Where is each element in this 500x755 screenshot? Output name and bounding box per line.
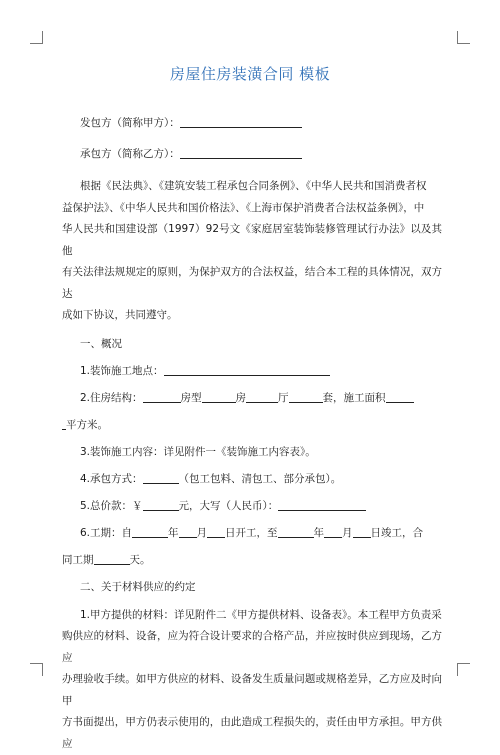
section-heading-materials: 二、关于材料供应的约定 bbox=[62, 578, 442, 597]
materials-line: 购供应的材料、设备，应为符合设计要求的合格产品，并应按时供应到现场，乙方应 bbox=[62, 626, 442, 669]
structure-label: 2.住房结构： bbox=[80, 392, 143, 404]
section-heading-overview: 一、概况 bbox=[62, 335, 442, 354]
price-uppercase-label: 元，大写（人民币）： bbox=[179, 500, 279, 512]
item-area-continuation bbox=[62, 416, 442, 435]
preamble-line: 益保护法》、《中华人民共和国价格法》、《上海市保护消费者合法权益条例》，中 bbox=[62, 198, 442, 220]
days-blank[interactable] bbox=[94, 552, 130, 565]
days-label: 同工期 bbox=[62, 554, 94, 566]
preamble-line: 华人民共和国建设部（1997）92号文《家庭居室装饰装修管理试行办法》以及其他 bbox=[62, 219, 442, 262]
party-a-label: 发包方（简称甲方）： bbox=[80, 117, 180, 129]
party-a-blank[interactable] bbox=[180, 115, 302, 128]
document-body bbox=[62, 114, 442, 755]
party-b-blank[interactable] bbox=[180, 146, 302, 159]
end-year-blank[interactable] bbox=[278, 525, 314, 538]
materials-paragraph bbox=[62, 605, 442, 755]
structure-text: 房 bbox=[236, 392, 247, 404]
document-title: 房屋住房装潢合同 模板 bbox=[0, 63, 500, 84]
site-location-label: 1.装饰施工地点： bbox=[80, 365, 164, 377]
price-amount-blank[interactable] bbox=[143, 498, 179, 511]
structure-text: 套，施工面积 bbox=[323, 392, 386, 404]
structure-text: 厅 bbox=[278, 392, 289, 404]
year-text: 年 bbox=[168, 527, 179, 539]
preamble-line: 有关法律法规规定的原则，为保护双方的合法权益，结合本工程的具体情况，双方达 bbox=[62, 262, 442, 305]
materials-line: 1.甲方提供的材料：详见附件二《甲方提供材料、设备表》。本工程甲方负责采 bbox=[62, 605, 442, 627]
end-text: 日竣工，合 bbox=[371, 527, 424, 539]
month-text: 月 bbox=[342, 527, 353, 539]
preamble-line: 根据《民法典》、《建筑安装工程承包合同条例》、《中华人民共和国消费者权 bbox=[62, 176, 442, 198]
year-text: 年 bbox=[314, 527, 325, 539]
preamble-line: 成如下协议，共同遵守。 bbox=[62, 305, 442, 327]
structure-text: 房型 bbox=[181, 392, 202, 404]
method-options-text: （包工包料、清包工、部分承包）。 bbox=[179, 473, 342, 485]
item-site-location bbox=[62, 362, 442, 381]
item-contract-method bbox=[62, 470, 442, 489]
party-a-line bbox=[62, 114, 442, 133]
crop-mark-bottom-right bbox=[457, 663, 470, 676]
start-year-blank[interactable] bbox=[132, 525, 168, 538]
crop-mark-top-right bbox=[457, 31, 470, 44]
start-month-blank[interactable] bbox=[179, 525, 197, 538]
days-unit-text: 天。 bbox=[130, 554, 151, 566]
item-work-content: 3.装饰施工内容：详见附件一《装饰施工内容表》。 bbox=[62, 443, 442, 462]
structure-blank[interactable] bbox=[202, 390, 236, 403]
party-b-label: 承包方（简称乙方）： bbox=[80, 148, 180, 160]
structure-blank[interactable] bbox=[143, 390, 181, 403]
price-label: 5.总价款：￥ bbox=[80, 500, 143, 512]
site-location-blank[interactable] bbox=[164, 363, 330, 376]
area-unit-text: 平方米。 bbox=[66, 419, 108, 431]
start-day-blank[interactable] bbox=[207, 525, 225, 538]
party-b-line bbox=[62, 145, 442, 164]
price-uppercase-blank[interactable] bbox=[278, 498, 366, 511]
structure-blank[interactable] bbox=[289, 390, 323, 403]
method-blank[interactable] bbox=[143, 471, 179, 484]
item-period-days bbox=[62, 551, 442, 570]
preamble-paragraph bbox=[62, 176, 442, 327]
materials-line: 办理验收手续。如甲方供应的材料、设备发生质量问题或规格差异，乙方应及时向甲 bbox=[62, 669, 442, 712]
crop-mark-bottom-left bbox=[30, 663, 43, 676]
item-house-structure bbox=[62, 389, 442, 408]
item-total-price bbox=[62, 497, 442, 516]
item-construction-period bbox=[62, 524, 442, 543]
area-blank[interactable] bbox=[386, 390, 414, 403]
method-label: 4.承包方式： bbox=[80, 473, 143, 485]
end-month-blank[interactable] bbox=[324, 525, 342, 538]
crop-mark-top-left bbox=[30, 31, 43, 44]
end-day-blank[interactable] bbox=[353, 525, 371, 538]
structure-blank[interactable] bbox=[246, 390, 278, 403]
period-label: 6.工期：自 bbox=[80, 527, 132, 539]
start-text: 日开工，至 bbox=[225, 527, 278, 539]
materials-line: 方书面提出，甲方仍表示使用的，由此造成工程损失的，责任由甲方承担。甲方供应 bbox=[62, 712, 442, 755]
month-text: 月 bbox=[197, 527, 208, 539]
